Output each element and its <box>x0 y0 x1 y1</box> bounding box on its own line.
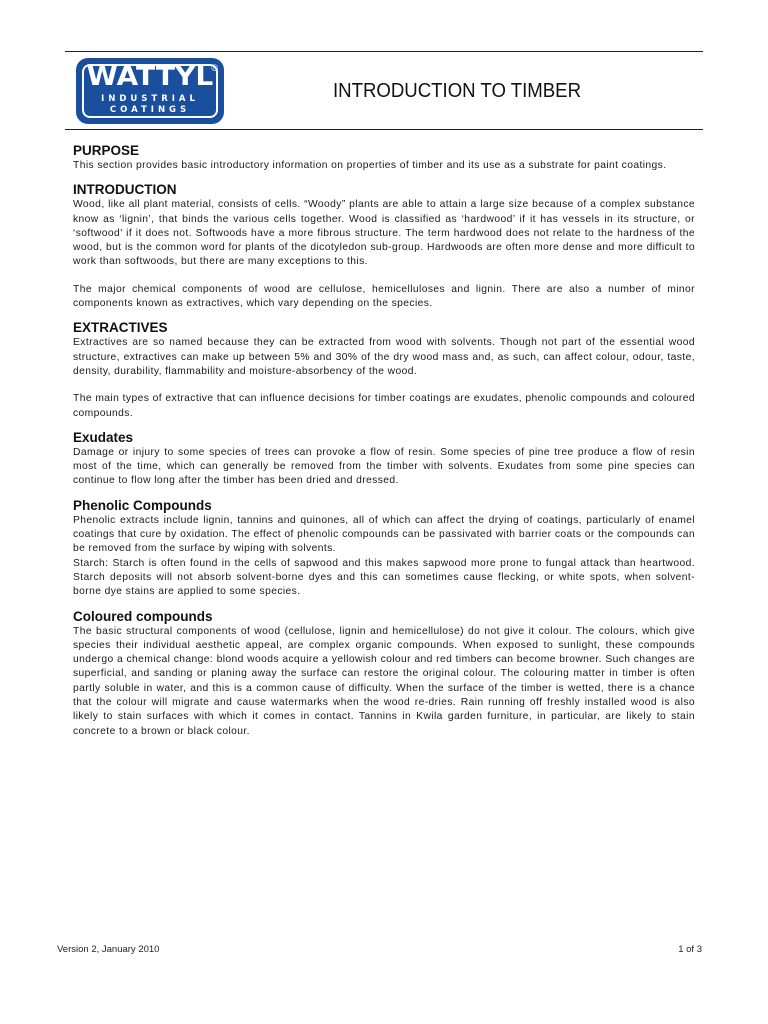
coloured-compounds-paragraph: The basic structural components of wood (cellulose, lignin and hemicellulose) do not give it colour. The colours, which give species their individual aesthetic appeal, are complex organic compounds. When exposed to sunlight, these compounds undergo a chemical change: blond woods acquire a yellowish colour and red timbers can become browner. Such changes are superficial, and sanding or planing away the surface can restore the original colour. The colouring matter in timber is often partly soluble in water, and this is a common cause of difficulty. When the surface of the timber is wetted, there is a chance that the colour will migrate and cause watermarks when the wood re-dries. Rain running off freshly installed wood is also likely to stain surfaces with which it comes in contact. Tannins in Kwila garden furniture, in particular, are likely to stain concrete to a brown or black colour. <box>73 625 695 737</box>
phenolic-paragraph: Phenolic extracts include lignin, tannins and quinones, all of which can affect the drying of coatings, particularly of enamel coatings that cure by oxidation. The effect of phenolic compounds can be passivated with barrier coats or the compounds can be removed from the surface by wiping with solvents. <box>73 514 695 555</box>
footer-version: Version 2, January 2010 <box>57 944 160 955</box>
purpose-paragraph: This section provides basic introductory information on properties of timber and its use as a substrate for paint coatings. <box>73 160 667 171</box>
heading-extractives: EXTRACTIVES <box>73 320 168 336</box>
wattyl-logo <box>76 58 224 124</box>
exudates-paragraph: Damage or injury to some species of trees can provoke a flow of resin. Some species of pine tree produce a flow of resin most of the time, which can generally be removed from the timber with solvents. Exudates from some pine species can continue to flow long after the timber has been dried and dressed. <box>73 446 695 487</box>
starch-paragraph: Starch: Starch is often found in the cells of sapwood and this makes sapwood more prone to fungal attack than heartwood. Starch deposits will not absorb solvent-borne dyes and this can sometimes cause flecking, or white spots, when solvent-borne dye stains are applied to some species. <box>73 557 695 598</box>
heading-coloured-compounds: Coloured compounds <box>73 608 213 624</box>
registered-mark: ® <box>211 63 218 73</box>
header-top-rule <box>65 51 703 52</box>
footer-page-number: 1 of 3 <box>678 944 702 955</box>
document-title: INTRODUCTION TO TIMBER <box>333 80 582 102</box>
extractives-paragraph-2: The main types of extractive that can influence decisions for timber coatings are exudates, phenolic compounds and coloured compounds. <box>73 393 695 419</box>
logo-wordmark: WATTYL <box>86 62 214 92</box>
introduction-paragraph-2: The major chemical components of wood are cellulose, hemicelluloses and lignin. There are also a number of minor components known as extractives, which vary depending on the species. <box>73 283 695 310</box>
heading-phenolic-compounds: Phenolic Compounds <box>73 497 212 513</box>
extractives-paragraph-1: Extractives are so named because they can be extracted from wood with solvents. Though not part of the essential wood structure, extractives can make up between 5% and 30% of the dry wood mass and, as such, can affect colour, odour, taste, density, durability, flammability and moisture-absorbency of the wood. <box>73 337 695 377</box>
header-bottom-rule <box>65 129 703 130</box>
logo-subtitle-line1: INDUSTRIAL <box>101 94 199 104</box>
logo-subtitle-line2: COATINGS <box>109 105 191 115</box>
heading-introduction: INTRODUCTION <box>73 182 177 198</box>
heading-purpose: PURPOSE <box>73 143 140 158</box>
introduction-paragraph-1: Wood, like all plant material, consists of cells. “Woody” plants are able to attain a large size because of a complex substance know as ‘lignin’, that binds the various cells together. Wood is classified as ‘hardwood’ if it has vessels in its structure, or ‘softwood’ if it does not. Softwoods have a more fibrous structure. The term hardwood does not relate to the hardness of the wood, but is the common word for plants of the dicotyledon sub-group. Hardwoods are often more dense and more difficult to work than softwoods, but there are many exceptions to this. <box>73 199 695 268</box>
heading-exudates: Exudates <box>73 429 134 445</box>
document-body <box>73 142 695 739</box>
